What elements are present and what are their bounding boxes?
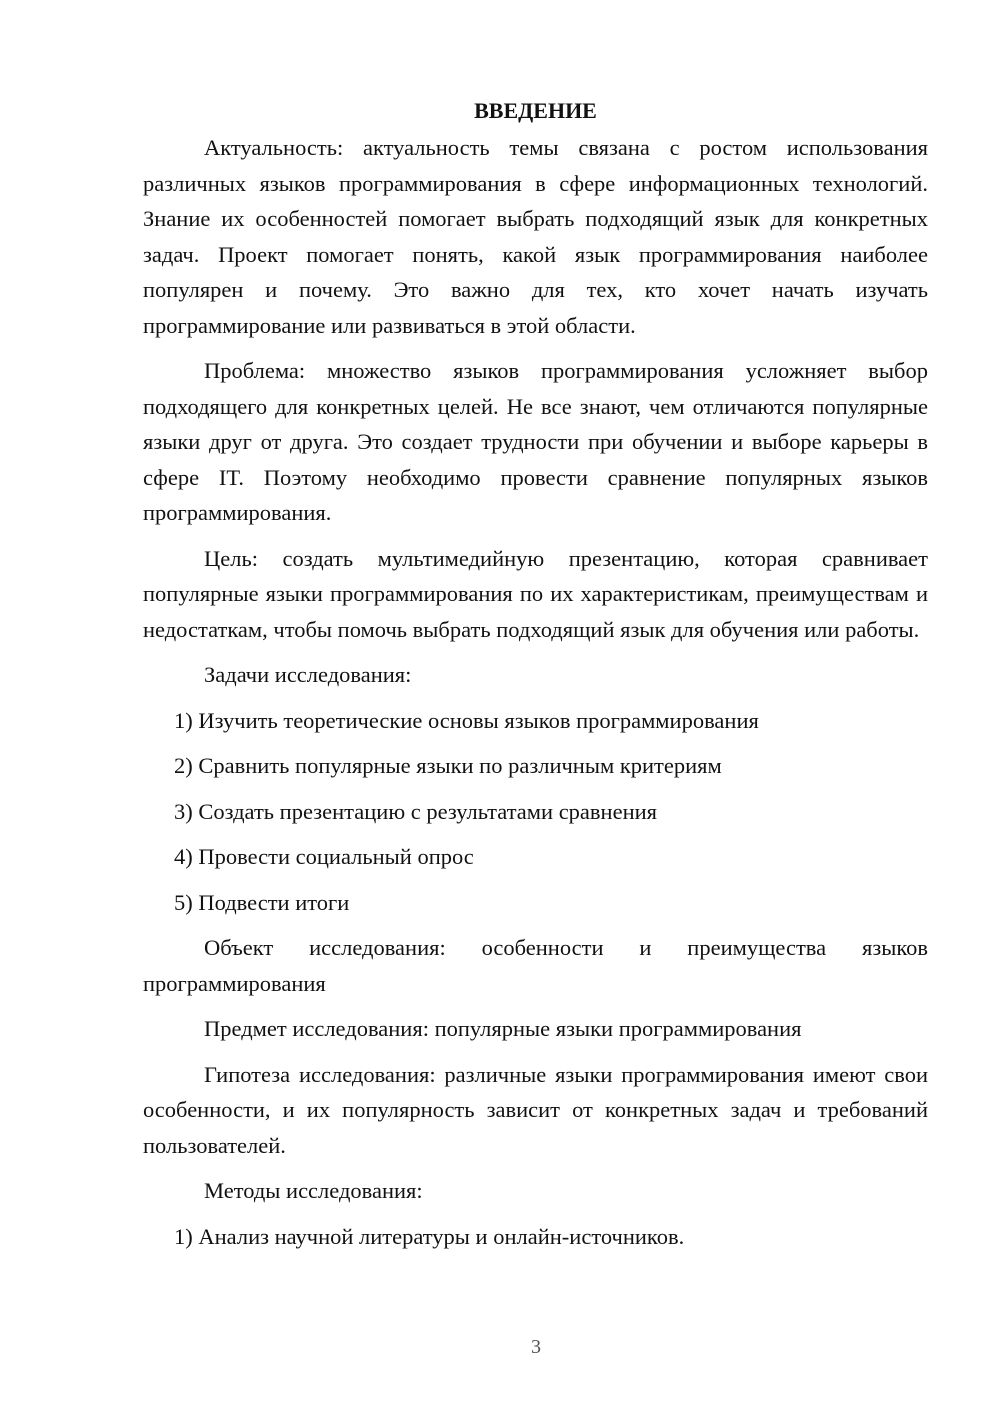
problem-paragraph: Проблема: множество языков программирования усложняет выбор подходящего для конкретных целей. Не все знают, чем отличаются популярные языки друг от друга. Это создает трудности при обучении и выборе карьеры в сфере IT. Поэтому необходимо провести сравнение популярных языков программирования.	[143, 358, 928, 525]
task-item-4: 4) Провести социальный опрос	[174, 844, 474, 869]
task-item-1: 1) Изучить теоретические основы языков программирования	[174, 707, 759, 733]
methods-title: Методы исследования:	[204, 1178, 423, 1203]
task-item-5: 5) Подвести итоги	[174, 889, 350, 915]
task-item-2: 2) Сравнить популярные языки по различным критериям	[174, 753, 722, 778]
relevance-paragraph: Актуальность: актуальность темы связана с ростом использования различных языков программирования в сфере информационных технологий. Знание их особенностей помогает выбрать подходящий язык для конкретных задач. Проект помогает понять, какой язык программирования наиболее популярен и почему. Это важно для тех, кто хочет начать изучать программирование или развиваться в этой области.	[143, 135, 928, 338]
subject-paragraph: Предмет исследования: популярные языки программирования	[204, 1016, 802, 1041]
object-paragraph: Объект исследования: особенности и преимущества языков программирования	[143, 935, 928, 996]
page-number: 3	[531, 1336, 541, 1358]
task-item-3: 3) Создать презентацию с результатами сравнения	[174, 798, 658, 824]
hypothesis-paragraph: Гипотеза исследования: различные языки программирования имеют свои особенности, и их популярность зависит от конкретных задач и требований пользователей.	[143, 1061, 928, 1158]
page-content	[143, 96, 928, 1254]
section-heading: ВВЕДЕНИЕ	[474, 98, 597, 123]
goal-paragraph: Цель: создать мультимедийную презентацию, которая сравнивает популярные языки программирования по их характеристикам, преимуществам и недостаткам, чтобы помочь выбрать подходящий язык для обучения или работы.	[143, 545, 928, 642]
method-item-1: 1) Анализ научной литературы и онлайн-источников.	[174, 1223, 685, 1249]
tasks-title: Задачи исследования:	[204, 662, 412, 687]
